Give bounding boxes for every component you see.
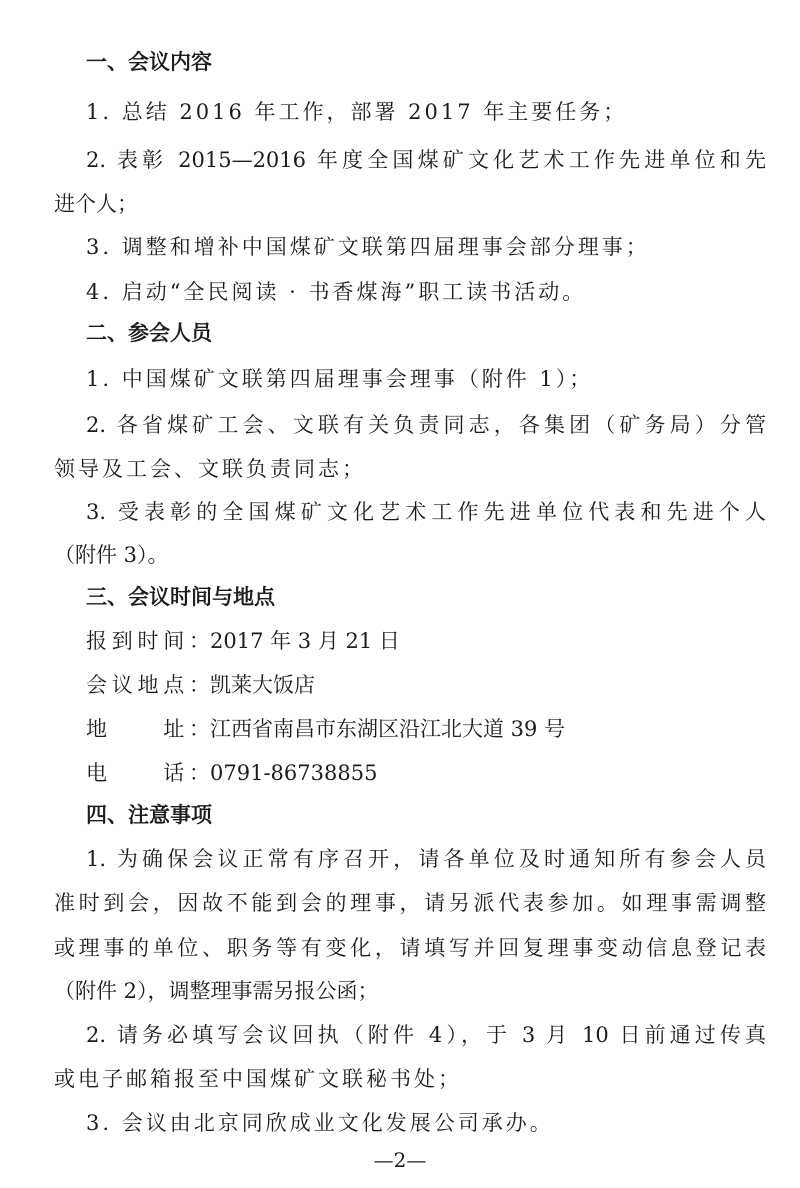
info-value: 凯莱大饭店	[210, 673, 315, 697]
info-value: 2017 年 3 月 21 日	[210, 629, 400, 653]
list-item: 3. 受表彰的全国煤矿文化艺术工作先进单位代表和先进个人	[86, 500, 766, 524]
list-item: 2. 请务必填写会议回执（附件 4），于 3 月 10 日前通过传真	[86, 1023, 766, 1047]
info-row-address	[86, 714, 565, 744]
list-item-continuation: 或理事的单位、职务等有变化，请填写并回复理事变动信息登记表	[54, 936, 766, 960]
info-label: 电 话：	[86, 761, 210, 785]
list-item: 3. 会议由北京同欣成业文化发展公司承办。	[86, 1111, 554, 1135]
list-item: 1. 为确保会议正常有序召开，请各单位及时通知所有参会人员	[86, 847, 766, 871]
list-item-continuation: 领导及工会、文联负责同志；	[54, 457, 366, 481]
info-row-venue	[86, 670, 315, 700]
info-row-checkin-time	[86, 626, 400, 656]
list-item: 4. 启动“全民阅读 · 书香煤海”职工读书活动。	[86, 280, 587, 304]
page-number: —2—	[373, 1148, 427, 1172]
info-value: 0791-86738855	[210, 761, 378, 785]
list-item: 3. 调整和增补中国煤矿文联第四届理事会部分理事；	[86, 235, 650, 259]
info-label: 地 址：	[86, 717, 210, 741]
list-item-continuation: 准时到会，因故不能到会的理事，请另派代表参加。如理事需调整	[54, 891, 766, 915]
section-heading-time-and-place: 三、会议时间与地点	[86, 585, 275, 609]
list-item: 2. 表彰 2015—2016 年度全国煤矿文化艺术工作先进单位和先	[86, 148, 766, 172]
info-label: 会议地点：	[86, 673, 210, 697]
list-item-continuation: 或电子邮箱报至中国煤矿文联秘书处；	[54, 1067, 462, 1091]
list-item: 1. 中国煤矿文联第四届理事会理事（附件 1）；	[86, 367, 594, 391]
list-item-continuation: （附件 2），调整理事需另报公函；	[54, 979, 379, 1003]
list-item-continuation: （附件 3）。	[54, 543, 169, 567]
list-item: 2. 各省煤矿工会、文联有关负责同志，各集团（矿务局）分管	[86, 413, 766, 437]
info-value: 江西省南昌市东湖区沿江北大道 39 号	[210, 717, 566, 741]
section-heading-notes: 四、注意事项	[86, 803, 212, 827]
info-label: 报到时间：	[86, 629, 210, 653]
info-row-phone	[86, 758, 377, 788]
list-item: 1. 总结 2016 年工作，部署 2017 年主要任务；	[86, 100, 628, 124]
section-heading-attendees: 二、参会人员	[86, 321, 212, 345]
section-heading-meeting-content: 一、会议内容	[86, 50, 212, 74]
list-item-continuation: 进个人；	[54, 192, 138, 216]
